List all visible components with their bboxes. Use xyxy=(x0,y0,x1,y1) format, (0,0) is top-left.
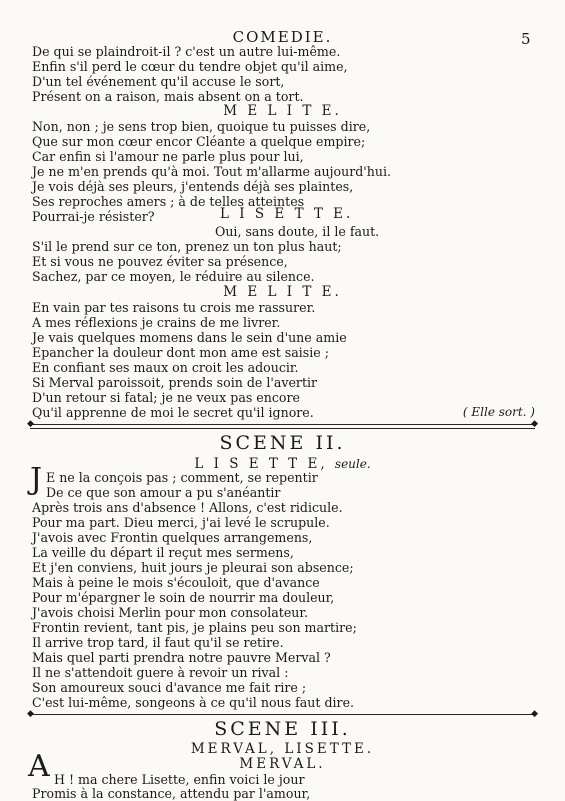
verse-line: Et si vous ne pouvez éviter sa présence, xyxy=(32,254,288,269)
verse-line: A mes réflexions je crains de me livrer. xyxy=(32,315,281,330)
rule-ornament-icon: ◆ xyxy=(27,419,34,429)
verse-line: J'avois choisi Merlin pour mon consolateur. xyxy=(32,605,309,620)
verse-line: Ses reproches amers ; à de telles atteintes xyxy=(32,194,305,209)
scene-characters: MERVAL, LISETTE. xyxy=(190,741,375,757)
speaker-melite: M E L I T E. xyxy=(223,103,342,119)
verse-line: Sachez, par ce moyen, le réduire au silence. xyxy=(32,269,315,284)
verse-line: D'un tel événement qu'il accuse le sort, xyxy=(32,74,285,89)
verse-line: Il ne s'attendoit guere à revoir un rival : xyxy=(32,665,289,680)
verse-line: Son amoureux souci d'avance me fait rire ; xyxy=(32,680,307,695)
verse-line: Après trois ans d'absence ! Allons, c'est ridicule. xyxy=(32,500,343,515)
verse-line: C'est lui-même, songeons à ce qu'il nous faut dire. xyxy=(32,695,355,710)
speaker-melite: M E L I T E. xyxy=(223,284,342,300)
verse-line: Oui, sans doute, il le faut. xyxy=(215,224,380,239)
scene-title: SCENE II. xyxy=(219,432,346,454)
verse-line: Je ne m'en prends qu'à moi. Tout m'allarme aujourd'hui. xyxy=(32,164,392,179)
stage-direction: ( Elle sort. ) xyxy=(462,405,535,419)
verse-line: Présent on a raison, mais absent on a tort. xyxy=(32,89,304,104)
verse-line: H ! ma chere Lisette, enfin voici le jour xyxy=(54,772,305,787)
verse-line: J'avois avec Frontin quelques arrangemens, xyxy=(32,530,313,545)
verse-line: Pour m'épargner le soin de nourrir ma douleur, xyxy=(32,590,335,605)
speaker-lisette: L I S E T T E, xyxy=(194,456,328,472)
verse-line: Frontin revient, tant pis, je plains peu son martire; xyxy=(32,620,357,635)
verse-line: Il arrive trop tard, il faut qu'il se retire. xyxy=(32,635,284,650)
verse-line: Mais quel parti prendra notre pauvre Merval ? xyxy=(32,650,331,665)
verse-line: Si Merval paroissoit, prends soin de l'avertir xyxy=(32,375,318,390)
rule-ornament-icon: ◆ xyxy=(27,709,34,719)
verse-line: Je vais quelques momens dans le sein d'une amie xyxy=(32,330,347,345)
verse-line: Mais à peine le mois s'écouloit, que d'avance xyxy=(32,575,320,590)
verse-line: Et j'en conviens, huit jours je pleurai son absence; xyxy=(32,560,354,575)
verse-line: Enfin s'il perd le cœur du tendre objet qu'il aime, xyxy=(32,59,348,74)
verse-line: En vain par tes raisons tu crois me rassurer. xyxy=(32,300,316,315)
verse-line: Car enfin si l'amour ne parle plus pour lui, xyxy=(32,149,304,164)
scene-title: SCENE III. xyxy=(214,718,351,740)
verse-line: Pourrai-je résister? xyxy=(32,209,155,224)
page-number: 5 xyxy=(521,30,531,48)
drop-cap: A xyxy=(28,749,50,784)
rule-ornament-icon: ◆ xyxy=(531,709,538,719)
stage-direction: seule. xyxy=(334,457,371,471)
speaker-lisette-inline: L I S E T T E. xyxy=(220,206,354,222)
running-header: COMEDIE. xyxy=(232,28,333,46)
verse-line: Non, non ; je sens trop bien, quoique tu puisses dire, xyxy=(32,119,371,134)
section-rule xyxy=(27,709,538,719)
verse-line: La veille du départ il reçut mes sermens, xyxy=(32,545,294,560)
verse-line: Pour ma part. Dieu merci, j'ai levé le scrupule. xyxy=(32,515,330,530)
verse-line: Je vois déjà ses pleurs, j'entends déjà ses plaintes, xyxy=(32,179,354,194)
rule-ornament-icon: ◆ xyxy=(531,419,538,429)
verse-line: D'un retour si fatal; je ne veux pas encore xyxy=(32,390,300,405)
verse-line: Epancher la douleur dont mon ame est saisie ; xyxy=(32,345,329,360)
speaker-merval: MERVAL. xyxy=(239,756,326,772)
drop-cap: J xyxy=(30,462,43,497)
verse-line: Qu'il apprenne de moi le secret qu'il ignore. xyxy=(32,405,314,420)
verse-line: De qui se plaindroit-il ? c'est un autre lui-même. xyxy=(32,44,341,59)
verse-line: En confiant ses maux on croit les adoucir. xyxy=(32,360,299,375)
section-rule xyxy=(27,419,538,429)
verse-line: Promis à la constance, attendu par l'amour, xyxy=(32,786,311,801)
verse-line: Que sur mon cœur encor Cléante a quelque empire; xyxy=(32,134,366,149)
verse-line: E ne la conçois pas ; comment, se repentir xyxy=(46,470,318,485)
verse-line: De ce que son amour a pu s'anéantir xyxy=(46,485,281,500)
verse-line: S'il le prend sur ce ton, prenez un ton plus haut; xyxy=(32,239,342,254)
